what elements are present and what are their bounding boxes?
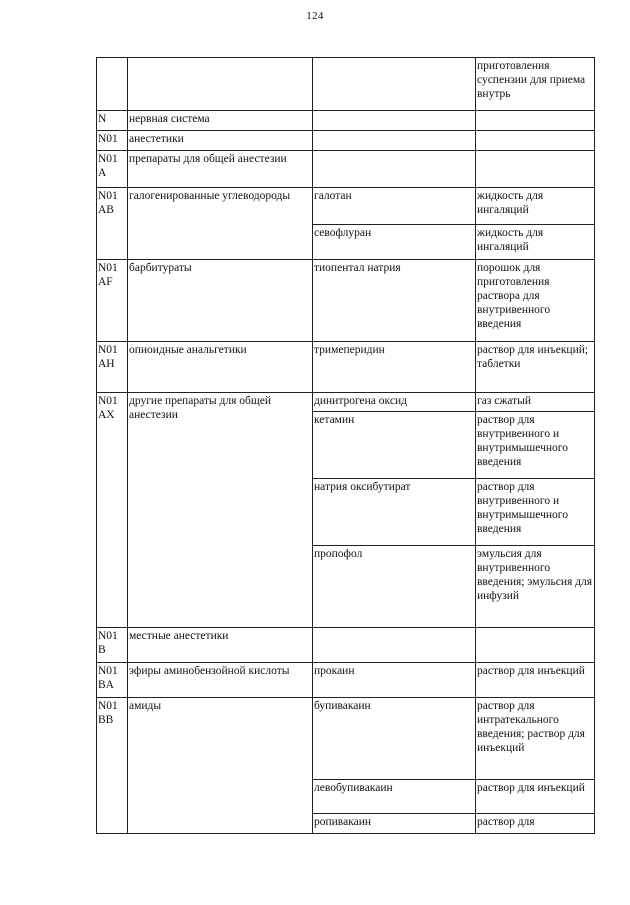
drug-name-cell xyxy=(313,151,476,188)
dosage-form-cell: раствор для инъекций; таблетки xyxy=(476,342,595,393)
drug-name-cell xyxy=(313,131,476,151)
atc-code-cell: N01 BB xyxy=(97,698,128,834)
dosage-form-cell: раствор для интратекального введения; раствор для инъекций xyxy=(476,698,595,780)
group-name-cell: анестетики xyxy=(128,131,313,151)
dosage-form-cell: газ сжатый xyxy=(476,393,595,412)
atc-code-cell: N01 AB xyxy=(97,188,128,260)
atc-code-cell: N01 A xyxy=(97,151,128,188)
dosage-form-cell xyxy=(476,628,595,663)
group-name-cell: галогенированные углеводороды xyxy=(128,188,313,260)
table-row xyxy=(97,393,595,412)
atc-code-cell: N01 AX xyxy=(97,393,128,628)
dosage-form-cell xyxy=(476,131,595,151)
atc-code-cell: N01 AF xyxy=(97,260,128,342)
table-row xyxy=(97,151,595,188)
table-row xyxy=(97,58,595,111)
drug-name-cell: левобупивакаин xyxy=(313,780,476,814)
group-name-cell: барбитураты xyxy=(128,260,313,342)
table-row xyxy=(97,698,595,780)
dosage-form-cell: порошок для приготовления раствора для внутривенного введения xyxy=(476,260,595,342)
page-number: 124 xyxy=(306,10,324,22)
dosage-form-cell: раствор для внутривенного и внутримышечного введения xyxy=(476,412,595,479)
dosage-form-cell: приготовления суспензии для приема внутрь xyxy=(476,58,595,111)
drug-name-cell: тримеперидин xyxy=(313,342,476,393)
drug-name-cell: тиопентал натрия xyxy=(313,260,476,342)
drug-name-cell: галотан xyxy=(313,188,476,225)
group-name-cell xyxy=(128,58,313,111)
dosage-form-cell xyxy=(476,151,595,188)
drug-name-cell xyxy=(313,58,476,111)
table-row xyxy=(97,131,595,151)
dosage-form-cell: жидкость для ингаляций xyxy=(476,225,595,260)
table-row xyxy=(97,260,595,342)
dosage-form-cell: раствор для внутривенного и внутримышечного введения xyxy=(476,479,595,546)
drug-name-cell: бупивакаин xyxy=(313,698,476,780)
dosage-form-cell: эмульсия для внутривенного введения; эмульсия для инфузий xyxy=(476,546,595,628)
drug-name-cell: прокаин xyxy=(313,663,476,698)
group-name-cell: эфиры аминобензойной кислоты xyxy=(128,663,313,698)
group-name-cell: амиды xyxy=(128,698,313,834)
atc-code-cell xyxy=(97,58,128,111)
table-body xyxy=(97,58,595,834)
dosage-form-cell: раствор для инъекций xyxy=(476,663,595,698)
group-name-cell: другие препараты для общей анестезии xyxy=(128,393,313,628)
group-name-cell: препараты для общей анестезии xyxy=(128,151,313,188)
atc-code-cell: N01 BA xyxy=(97,663,128,698)
atc-code-cell: N01 xyxy=(97,131,128,151)
atc-code-cell: N01 AH xyxy=(97,342,128,393)
drug-name-cell xyxy=(313,628,476,663)
group-name-cell: нервная система xyxy=(128,111,313,131)
drug-name-cell: ропивакаин xyxy=(313,814,476,834)
table-row xyxy=(97,342,595,393)
drug-name-cell: кетамин xyxy=(313,412,476,479)
drug-table xyxy=(96,57,595,834)
group-name-cell: опиоидные анальгетики xyxy=(128,342,313,393)
table-row xyxy=(97,188,595,225)
drug-name-cell: пропофол xyxy=(313,546,476,628)
group-name-cell: местные анестетики xyxy=(128,628,313,663)
table-row xyxy=(97,628,595,663)
dosage-form-cell: раствор для xyxy=(476,814,595,834)
drug-name-cell xyxy=(313,111,476,131)
drug-name-cell: натрия оксибутират xyxy=(313,479,476,546)
atc-code-cell: N01 B xyxy=(97,628,128,663)
dosage-form-cell: раствор для инъекций xyxy=(476,780,595,814)
dosage-form-cell xyxy=(476,111,595,131)
table-row xyxy=(97,111,595,131)
dosage-form-cell: жидкость для ингаляций xyxy=(476,188,595,225)
drug-name-cell: динитрогена оксид xyxy=(313,393,476,412)
drug-name-cell: севофлуран xyxy=(313,225,476,260)
table-row xyxy=(97,663,595,698)
atc-code-cell: N xyxy=(97,111,128,131)
